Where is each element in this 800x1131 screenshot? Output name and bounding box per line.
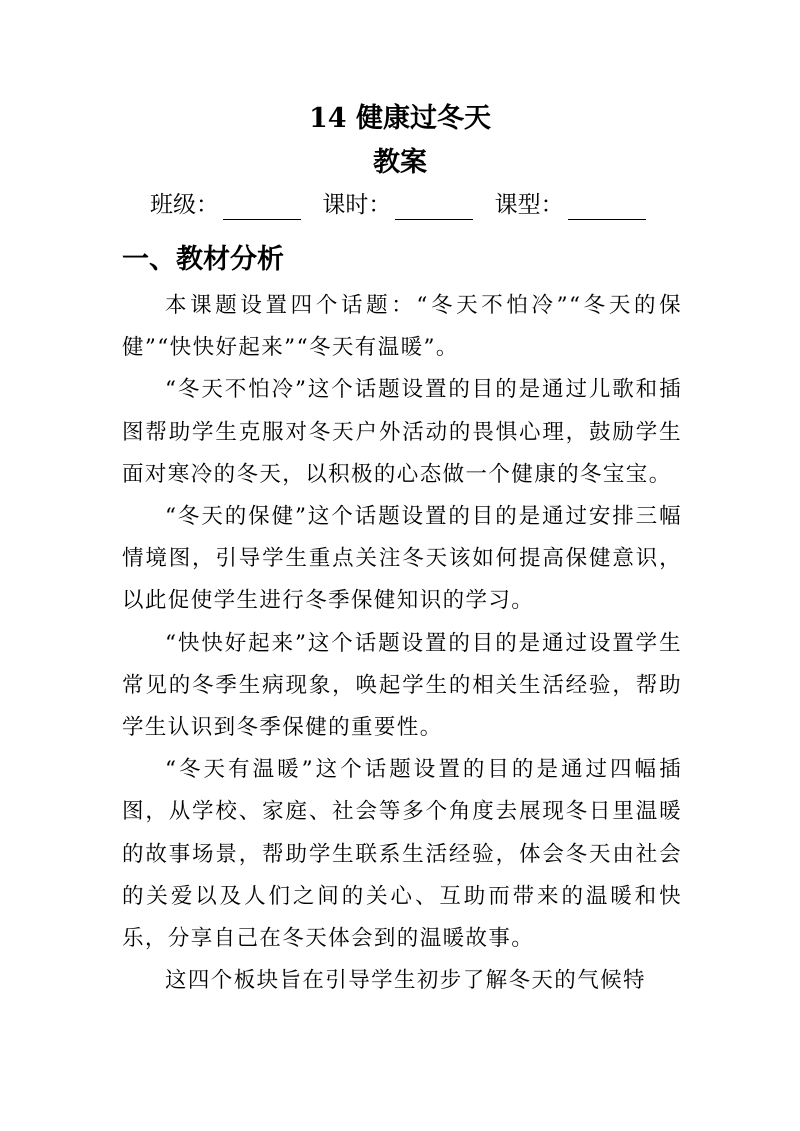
section-body: [122, 285, 682, 1002]
paragraph: “快快好起来”这个话题设置的目的是通过设置学生常见的冬季生病现象，唤起学生的相关生活经验，帮助学生认识到冬季保健的重要性。: [122, 630, 682, 741]
period-field: [322, 190, 473, 220]
paragraph: 这四个板块旨在引导学生初步了解冬天的气候特: [165, 968, 646, 994]
meta-row: [150, 190, 690, 220]
class-blank: [223, 197, 301, 220]
document-title: 14 健康过冬天: [309, 103, 491, 134]
paragraph: 本课题设置四个话题：“冬天不怕冷”“冬天的保健”“快快好起来”“冬天有温暖”。: [122, 293, 682, 361]
period-blank: [395, 197, 473, 220]
paragraph: “冬天有温暖”这个话题设置的目的是通过四幅插图，从学校、家庭、社会等多个角度去展现冬日里温暖的故事场景，帮助学生联系生活经验，体会冬天由社会的关爱以及人们之间的关心、互助而带来的温暖和快乐，分享自己在冬天体会到的温暖故事。: [122, 757, 682, 952]
paragraph: “冬天不怕冷”这个话题设置的目的是通过儿歌和插图帮助学生克服对冬天户外活动的畏惧心理，鼓励学生面对寒冷的冬天，以积极的心态做一个健康的冬宝宝。: [122, 377, 682, 487]
paragraph: “冬天的保健”这个话题设置的目的是通过安排三幅情境图，引导学生重点关注冬天该如何提高保健意识，以此促使学生进行冬季保健知识的学习。: [122, 504, 682, 614]
document-subtitle: 教案: [373, 147, 427, 178]
class-label: 班级：: [150, 192, 219, 218]
lesson-type-label: 课型：: [494, 192, 564, 218]
lesson-type-field: [495, 190, 646, 220]
lesson-type-blank: [568, 197, 646, 220]
section-heading: 一、教材分析: [122, 244, 284, 275]
class-field: [150, 190, 301, 220]
period-label: 课时：: [322, 192, 392, 218]
